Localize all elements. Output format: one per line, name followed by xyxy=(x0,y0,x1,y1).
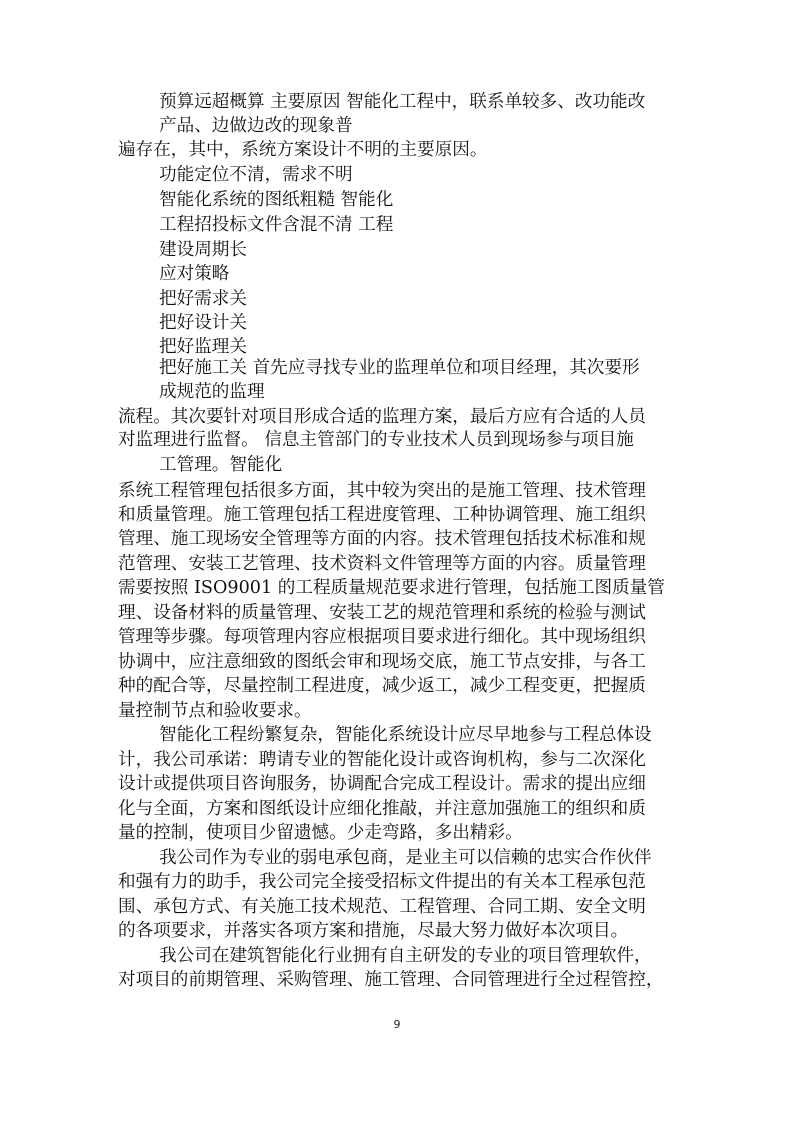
text-line: 我公司作为专业的弱电承包商，是业主可以信赖的忠实合作伙伴 xyxy=(159,848,652,868)
text-line: 范管理、安装工艺管理、技术资料文件管理等方面的内容。质量管理 xyxy=(118,554,646,574)
text-line: 把好施工关 首先应寻找专业的监理单位和项目经理，其次要形 xyxy=(159,358,640,378)
text-line: 我公司在建筑智能化行业拥有自主研发的专业的项目管理软件， xyxy=(159,946,652,966)
text-line: 建设周期长 xyxy=(159,240,247,260)
text-line: 对监理进行监督。 信息主管部门的专业技术人员到现场参与项目施 xyxy=(118,430,634,450)
text-line: 量控制节点和验收要求。 xyxy=(118,701,312,721)
text-line: 围、承包方式、有关施工技术规范、工程管理、合同工期、安全文明 xyxy=(118,897,646,917)
text-line: 智能化工程纷繁复杂，智能化系统设计应尽早地参与工程总体设 xyxy=(159,725,652,745)
text-line: 量的控制，使项目少留遗憾。少走弯路，多出精彩。 xyxy=(118,823,523,843)
text-line: 功能定位不清，需求不明 xyxy=(159,165,353,185)
text-line: 遍存在，其中，系统方案设计不明的主要原因。 xyxy=(118,140,488,160)
text-line: 成规范的监理 xyxy=(159,382,265,402)
text-line: 应对策略 xyxy=(159,264,230,284)
text-line: 把好需求关 xyxy=(159,289,247,309)
text-line: 理、设备材料的质量管理、安装工艺的规范管理和系统的检验与测试 xyxy=(118,603,646,623)
text-line: 化与全面，方案和图纸设计应细化推敲，并注意加强施工的组织和质 xyxy=(118,799,646,819)
text-line: 系统工程管理包括很多方面，其中较为突出的是施工管理、技术管理 xyxy=(118,481,646,501)
text-line: 种的配合等，尽量控制工程进度，减少返工，减少工程变更，把握质 xyxy=(118,676,646,696)
text-line: 工程招投标文件含混不清 工程 xyxy=(159,215,394,235)
text-line: 需要按照 ISO9001 的工程质量规范要求进行管理，包括施工图质量管 xyxy=(118,578,665,598)
text-line: 协调中，应注意细致的图纸会审和现场交底，施工节点安排，与各工 xyxy=(118,652,646,672)
text-line: 和质量管理。施工管理包括工程进度管理、工种协调管理、施工组织 xyxy=(118,505,646,525)
page-number: 9 xyxy=(393,1018,401,1031)
text-line: 产品、边做边改的现象普 xyxy=(159,116,353,136)
text-line: 管理等步骤。每项管理内容应根据项目要求进行细化。其中现场组织 xyxy=(118,627,646,647)
text-line: 的各项要求，并落实各项方案和措施，尽最大努力做好本次项目。 xyxy=(118,921,629,941)
text-line: 工管理。智能化 xyxy=(159,455,283,475)
text-line: 和强有力的助手，我公司完全接受招标文件提出的有关本工程承包范 xyxy=(118,872,646,892)
text-line: 智能化系统的图纸粗糙 智能化 xyxy=(159,190,394,210)
text-line: 把好监理关 xyxy=(159,337,247,357)
text-line: 设计或提供项目咨询服务，协调配合完成工程设计。需求的提出应细 xyxy=(118,774,646,794)
text-line: 对项目的前期管理、采购管理、施工管理、合同管理进行全过程管控， xyxy=(118,970,664,990)
text-line: 计，我公司承诺：聘请专业的智能化设计或咨询机构，参与二次深化 xyxy=(118,750,646,770)
text-line: 管理、施工现场安全管理等方面的内容。技术管理包括技术标准和规 xyxy=(118,529,646,549)
text-line: 流程。其次要针对项目形成合适的监理方案，最后方应有合适的人员 xyxy=(118,407,646,427)
text-line: 预算远超概算 主要原因 智能化工程中，联系单较多、改功能改 xyxy=(159,92,646,112)
text-line: 把好设计关 xyxy=(159,313,247,333)
